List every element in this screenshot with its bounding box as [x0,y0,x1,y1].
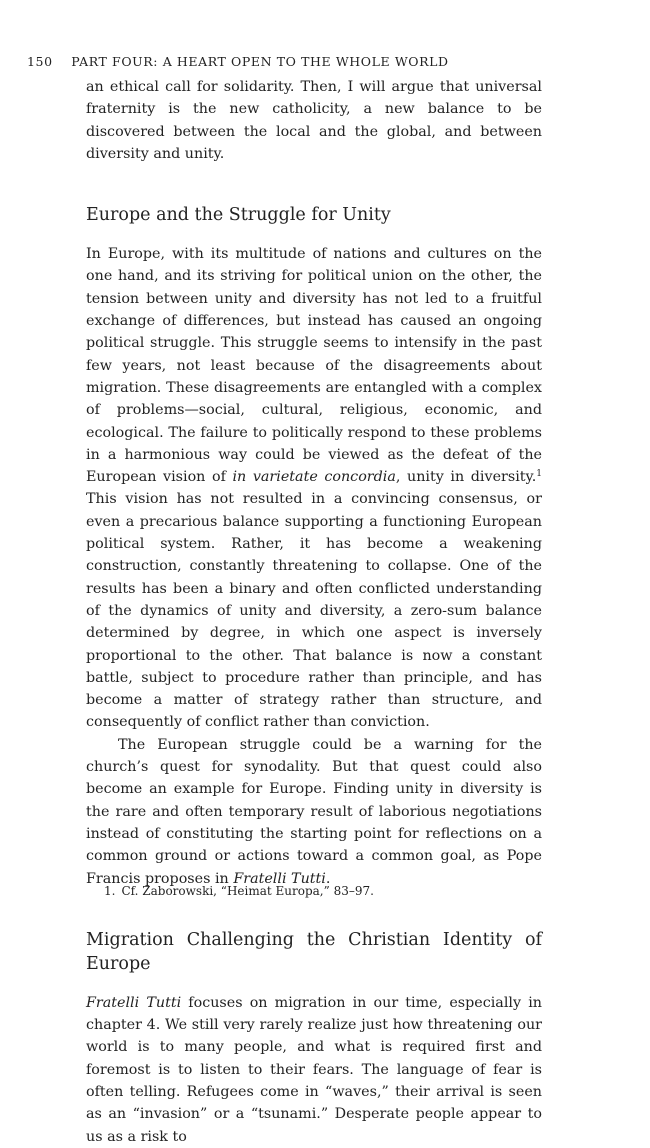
text-run: , unity in diversity. [395,469,537,486]
page-number: 150 [27,54,53,69]
italic-title: Fratelli Tutti [233,870,326,887]
migration-paragraph-1 [86,992,542,1148]
body-text [86,76,542,1148]
footnote-number: 1. [104,884,116,898]
text-run: . [325,870,331,887]
footnote-text: Cf. Zaborowski, “Heimat Europa,” 83–97. [121,884,374,898]
text-run: The European struggle could be a warning for the church’s quest for synodality. But that quest could also become an example for Europe. Finding unity in diversity is the rare and often temporary result of laborious negotiations instead of constituting the starting point for reflections on a common ground or actions toward a common goal, as Pope Francis proposes in [86,736,542,887]
italic-phrase: in varietate concordia [232,469,396,486]
section-heading-europe: Europe and the Struggle for Unity [86,205,391,226]
europe-paragraph-2 [86,734,542,890]
running-title: PART FOUR: A HEART OPEN TO THE WHOLE WORLD [71,54,449,69]
running-head [27,54,587,69]
section-heading-migration: Migration Challenging the Christian Identity of Europe [86,929,542,974]
europe-paragraph-1 [86,243,542,734]
text-run: This vision has not resulted in a convincing consensus, or even a precarious balance supporting a functioning European political system. Rather, it has become a weakening construction, constantly threatening to collapse. One of the results has been a binary and often conflicted understanding of the dynamics of unity and diversity, a zero-sum balance determined by degree, in which one aspect is inversely proportional to the other. That balance is now a constant battle, subject to procedure rather than principle, and has become a matter of strategy rather than structure, and consequently of conflict rather than conviction. [86,491,542,731]
text-run: focuses on migration in our time, especially in chapter 4. We still very rarely realize just how threatening our world is to many people, and what is required first and foremost is to listen to their fears. The language of fear is often telling. Refugees come in “waves,” their arrival is seen as an “invasion” or a “tsunami.” Desperate people appear to us as a risk to [86,994,542,1145]
intro-paragraph: an ethical call for solidarity. Then, I will argue that universal fraternity is the new catholicity, a new balance to be discovered between the local and the global, and between diversity and unity. [86,79,542,162]
text-run: In Europe, with its multitude of nations and cultures on the one hand, and its striving for political union on the other, the tension between unity and diversity has not led to a fruitful exchange of differences, but instead has caused an ongoing political struggle. This struggle seems to intensify in the past few years, not least because of the disagreements about migration. These disagreements are entangled with a complex of problems—social, cultural, religious, economic, and ecological. The failure to politically respond to these problems in a harmonious way could be viewed as the defeat of the European vision of [86,246,542,486]
italic-title: Fratelli Tutti [86,994,182,1011]
footnote-ref[interactable]: 1 [536,469,542,480]
footnote [86,882,542,900]
